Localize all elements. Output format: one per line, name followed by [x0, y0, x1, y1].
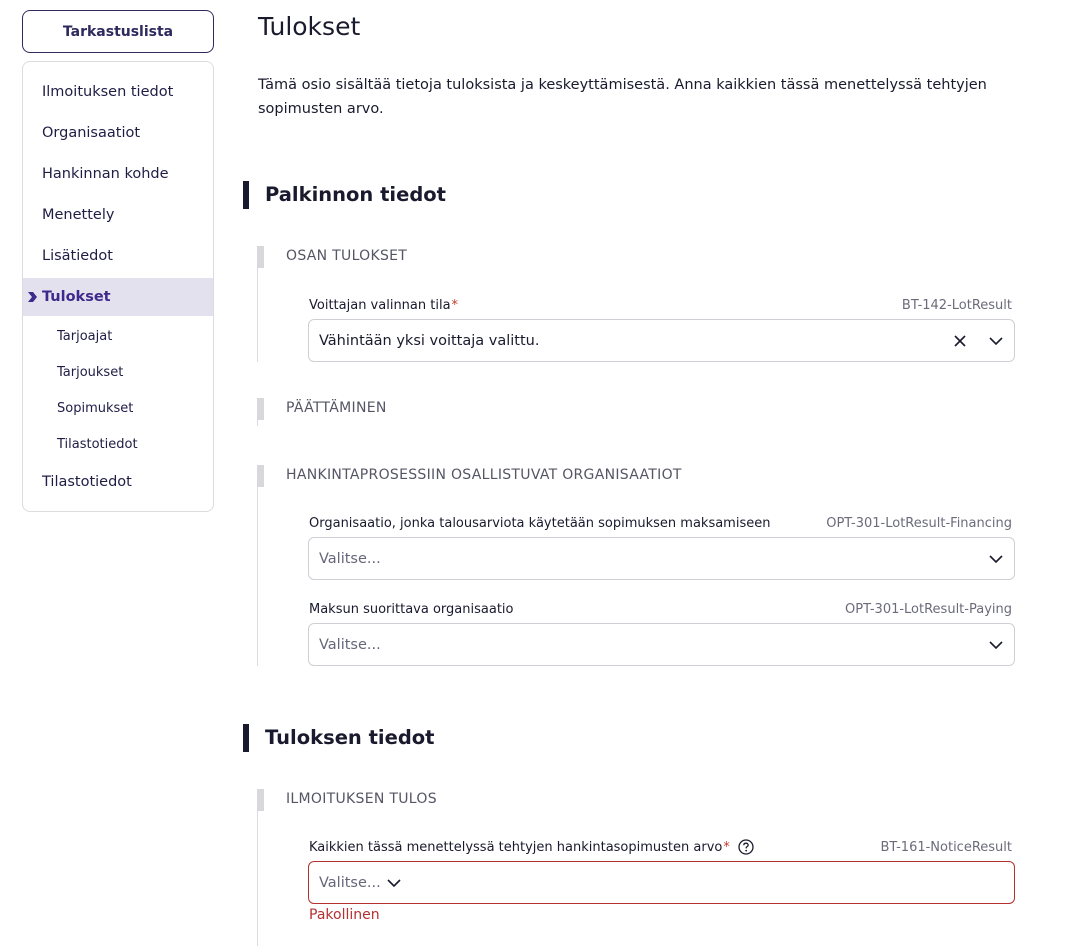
- group-title-hankintaprosessiin-osallistuvat-organisaatiot: HANKINTAPROSESSIIN OSALLISTUVAT ORGANISAATIOT: [286, 467, 682, 483]
- sidebar-item-menettely[interactable]: Menettely: [42, 207, 115, 223]
- sidebar-item-organisaatiot[interactable]: Organisaatiot: [42, 125, 141, 141]
- section-title-palkinnon-tiedot: Palkinnon tiedot: [265, 183, 447, 206]
- field-label-voittajan-valinnan-tila: [309, 298, 458, 313]
- section-title-tuloksen-tiedot: Tuloksen tiedot: [265, 726, 435, 749]
- select-placeholder: Valitse...: [319, 874, 381, 891]
- sidebar-subitem-tarjoukset[interactable]: Tarjoukset: [57, 364, 124, 380]
- voittajan-valinnan-tila-select[interactable]: [308, 319, 1015, 362]
- sidebar-item-tulokset[interactable]: [23, 278, 213, 316]
- sidebar-subitem-tarjoajat[interactable]: Tarjoajat: [57, 328, 113, 344]
- chevron-down-icon[interactable]: [988, 551, 1004, 567]
- sidebar-item-hankinnan-kohde[interactable]: Hankinnan kohde: [42, 166, 169, 182]
- group-divider: [257, 465, 258, 666]
- group-title-paattaminen[interactable]: PÄÄTTÄMINEN: [286, 400, 387, 416]
- group-marker: [257, 789, 264, 811]
- field-code: BT-142-LotResult: [901, 298, 1012, 313]
- field-label-notice-result-value: [309, 839, 754, 855]
- field-code: OPT-301-LotResult-Paying: [845, 602, 1012, 617]
- section-bar: [243, 181, 249, 209]
- validation-error-text: Pakollinen: [309, 907, 380, 923]
- notice-result-value-select[interactable]: [308, 861, 1015, 904]
- field-label-paying-organisation: Maksun suorittava organisaatio: [309, 602, 514, 617]
- sidebar-subitem-sopimukset[interactable]: Sopimukset: [57, 400, 134, 416]
- checklist-button[interactable]: Tarkastuslista: [22, 10, 214, 53]
- group-marker: [257, 398, 264, 420]
- intro-text: Tämä osio sisältää tietoja tuloksista ja keskeyttämisestä. Anna kaikkien tässä menettelyssä tehtyjen sopimusten arvo.: [258, 77, 987, 117]
- sidebar-item-lisatiedot[interactable]: Lisätiedot: [42, 248, 113, 264]
- group-marker: [257, 465, 264, 487]
- help-circle-icon[interactable]: [738, 839, 754, 855]
- group-title-ilmoituksen-tulos: ILMOITUKSEN TULOS: [286, 791, 437, 807]
- chevron-down-icon[interactable]: [988, 333, 1004, 349]
- financing-organisation-select[interactable]: [308, 537, 1015, 580]
- field-label-financing-organisation: Organisaatio, jonka talousarviota käytetään sopimuksen maksamiseen: [309, 516, 771, 531]
- group-divider: [257, 789, 258, 946]
- required-asterisk: *: [723, 839, 730, 855]
- sidebar-item-tilastotiedot[interactable]: Tilastotiedot: [42, 474, 132, 490]
- select-value: Vähintään yksi voittaja valittu.: [319, 332, 540, 349]
- select-placeholder: Valitse...: [319, 636, 381, 653]
- page-title: Tulokset: [258, 12, 361, 41]
- field-label-text: Kaikkien tässä menettelyssä tehtyjen hankintasopimusten arvo: [309, 839, 723, 855]
- paying-organisation-select[interactable]: [308, 623, 1015, 666]
- clear-icon[interactable]: [952, 333, 968, 349]
- active-marker-icon: [28, 292, 37, 302]
- chevron-down-icon[interactable]: [988, 637, 1004, 653]
- field-label-text: Voittajan valinnan tila: [309, 298, 451, 313]
- sidebar-subitem-tilastotiedot[interactable]: Tilastotiedot: [57, 436, 138, 452]
- section-bar: [243, 724, 249, 752]
- sidebar-item-label: Tulokset: [42, 289, 111, 305]
- group-marker: [257, 246, 264, 268]
- sidebar-item-ilmoituksen-tiedot[interactable]: Ilmoituksen tiedot: [42, 84, 174, 100]
- group-title-osan-tulokset: OSAN TULOKSET: [286, 248, 408, 264]
- field-code: BT-161-NoticeResult: [880, 840, 1012, 855]
- chevron-down-icon[interactable]: [386, 875, 402, 891]
- sidebar-nav: [22, 61, 214, 512]
- select-placeholder: Valitse...: [319, 550, 381, 567]
- field-code: OPT-301-LotResult-Financing: [826, 516, 1012, 531]
- required-asterisk: *: [451, 298, 459, 313]
